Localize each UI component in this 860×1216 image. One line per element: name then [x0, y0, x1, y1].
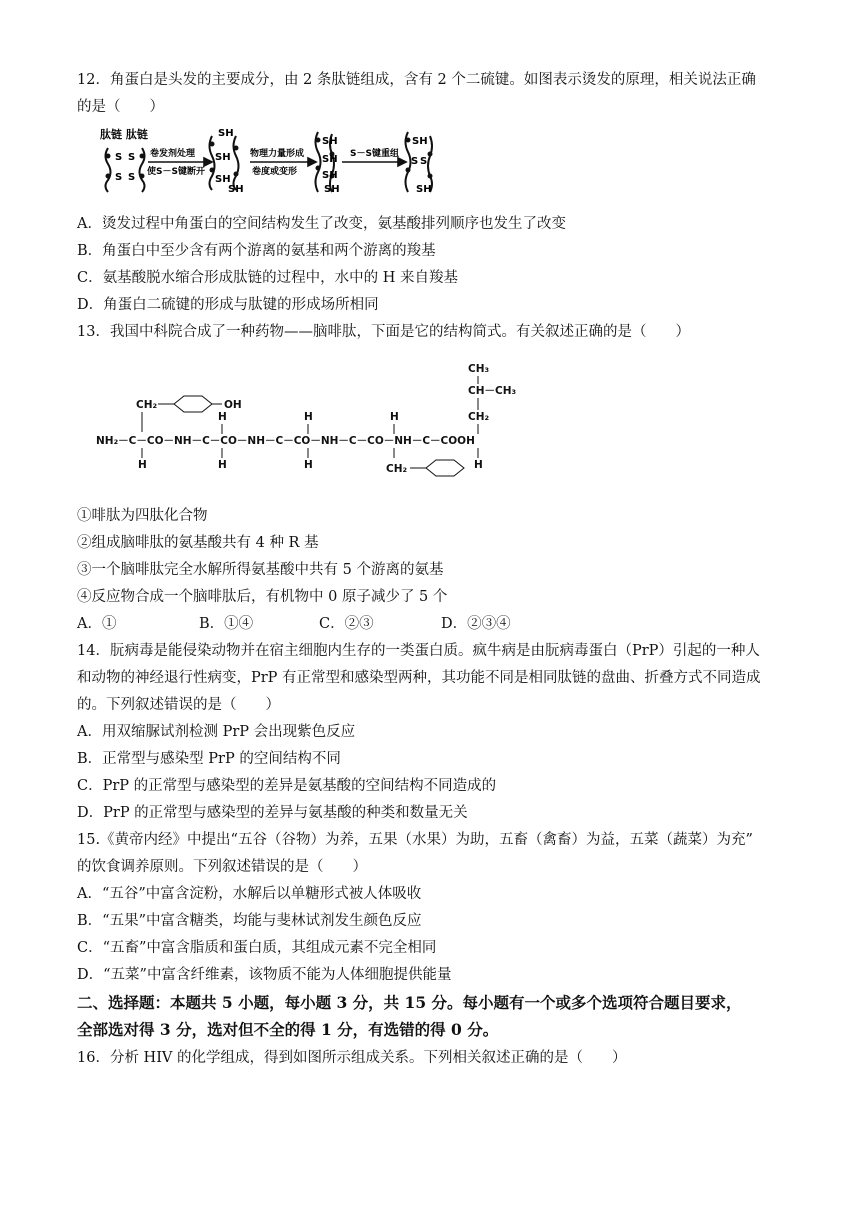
- h-label: H: [474, 459, 483, 471]
- sh-label: SH: [412, 136, 428, 147]
- step3: S－S键重组: [350, 149, 399, 159]
- q14-option-b: B．正常型与感染型 PrP 的空间结构不同: [77, 751, 341, 767]
- perm-diagram: [100, 126, 445, 196]
- q14-stem-line1: 14．朊病毒是能侵染动物并在宿主细胞内生存的一类蛋白质。疯牛病是由朊病毒蛋白（PrP）引起的一种人: [77, 643, 760, 659]
- q12-stem-line2: 的是（ ）: [77, 99, 164, 115]
- s-label: S: [411, 156, 419, 167]
- q13-statement-2: ②组成脑啡肽的氨基酸共有 4 种 R 基: [77, 535, 319, 551]
- q13-statement-3: ③一个脑啡肽完全水解所得氨基酸中共有 5 个游离的氨基: [77, 562, 444, 578]
- sh-label: SH: [215, 152, 231, 163]
- s-label: S: [128, 152, 136, 163]
- benzene-ring: [426, 460, 464, 476]
- sh-label: SH: [322, 154, 338, 165]
- perm-diagram-svg: [100, 126, 445, 196]
- q13-statement-4: ④反应物合成一个脑啡肽后，有机物中 0 原子减少了 5 个: [77, 589, 448, 605]
- h-label: H: [304, 411, 313, 423]
- step1-bottom: 使S－S键断开: [147, 167, 205, 177]
- enkephalin-structure-svg: [96, 360, 536, 482]
- r5-ch: CH－CH₃: [468, 385, 517, 397]
- sh-label: SH: [218, 128, 234, 139]
- step2-top: 物理力量形成: [250, 149, 305, 159]
- enkephalin-structure: [96, 360, 536, 482]
- r5-ch2: CH₂: [468, 411, 490, 423]
- h-label: H: [218, 459, 227, 471]
- phenol-ring: [174, 396, 212, 412]
- s-label: S: [115, 152, 123, 163]
- q13-option-b: B．①④: [199, 616, 254, 632]
- q12-stem-line1: 12．角蛋白是头发的主要成分，由 2 条肽链组成，含有 2 个二硫键。如图表示烫发的原理，相关说法正确: [77, 72, 756, 88]
- section2-heading-line2: 全部选对得 3 分，选对但不全的得 1 分，有选错的得 0 分。: [77, 1020, 499, 1039]
- backbone: NH₂－C－CO－NH－C－CO－NH－C－CO－NH－C－CO－NH－C－COOH: [96, 435, 475, 447]
- sh-label: SH: [322, 136, 338, 147]
- sh-label: SH: [215, 174, 231, 185]
- q15-stem-line1: 15.《黄帝内经》中提出“五谷（谷物）为养，五果（水果）为助，五畜（禽畜）为益，五菜（蔬菜）为充”: [77, 832, 753, 848]
- q14-option-c: C．PrP 的正常型与感染型的差异是氨基酸的空间结构不同造成的: [77, 778, 497, 794]
- q13-option-a: A．①: [77, 616, 117, 632]
- q13-stem: 13．我国中科院合成了一种药物——脑啡肽，下面是它的结构简式。有关叙述正确的是（ ）: [77, 324, 690, 340]
- h-label: H: [218, 411, 227, 423]
- q12-option-c: C．氨基酸脱水缩合形成肽链的过程中，水中的 H 来自羧基: [77, 270, 458, 286]
- h-label: H: [304, 459, 313, 471]
- step2-bottom: 卷度或变形: [252, 167, 298, 177]
- chain-label: 肽链 肽链: [100, 128, 148, 141]
- sh-label: SH: [322, 170, 338, 181]
- sh-label: SH: [324, 184, 340, 195]
- s-label: S: [420, 156, 428, 167]
- r1-ch2: CH₂: [136, 399, 158, 411]
- h-label: H: [390, 411, 399, 423]
- step1-top: 卷发剂处理: [150, 149, 196, 159]
- r5-ch3: CH₃: [468, 363, 490, 375]
- sh-label: SH: [228, 184, 244, 195]
- q15-option-d: D．“五菜”中富含纤维素，该物质不能为人体细胞提供能量: [77, 967, 452, 983]
- r1-oh: OH: [224, 399, 242, 411]
- q14-option-d: D．PrP 的正常型与感染型的差异与氨基酸的种类和数量无关: [77, 805, 468, 821]
- q12-option-b: B．角蛋白中至少含有两个游离的氨基和两个游离的羧基: [77, 243, 436, 259]
- q15-stem-line2: 的饮食调养原则。下列叙述错误的是（ ）: [77, 859, 367, 875]
- sh-label: SH: [416, 184, 432, 195]
- q13-option-d: D．②③④: [441, 616, 511, 632]
- q16-stem: 16．分析 HIV 的化学组成，得到如图所示组成关系。下列相关叙述正确的是（ ）: [77, 1050, 627, 1066]
- h-label: H: [138, 459, 147, 471]
- s-label: S: [115, 172, 123, 183]
- q14-option-a: A．用双缩脲试剂检测 PrP 会出现紫色反应: [77, 724, 356, 740]
- q15-option-b: B．“五果”中富含糖类，均能与斐林试剂发生颜色反应: [77, 913, 422, 929]
- section2-heading-line1: 二、选择题：本题共 5 小题，每小题 3 分，共 15 分。每小题有一个或多个选项符合题目要求，: [77, 993, 742, 1012]
- q15-option-c: C．“五畜”中富含脂质和蛋白质，其组成元素不完全相同: [77, 940, 437, 956]
- q14-stem-line3: 的。下列叙述错误的是（ ）: [77, 697, 280, 713]
- q14-stem-line2: 和动物的神经退行性病变，PrP 有正常型和感染型两种，其功能不同是相同肽链的盘曲、折叠方式不同造成: [77, 670, 761, 686]
- r4-ch2: CH₂: [386, 463, 408, 475]
- q13-statement-1: ①啡肽为四肽化合物: [77, 508, 208, 524]
- q15-option-a: A．“五谷”中富含淀粉，水解后以单糖形式被人体吸收: [77, 886, 422, 902]
- q12-option-d: D．角蛋白二硫键的形成与肽键的形成场所相同: [77, 297, 379, 313]
- s-label: S: [128, 172, 136, 183]
- q13-option-c: C．②③: [319, 616, 374, 632]
- q12-option-a: A．烫发过程中角蛋白的空间结构发生了改变，氨基酸排列顺序也发生了改变: [77, 216, 566, 232]
